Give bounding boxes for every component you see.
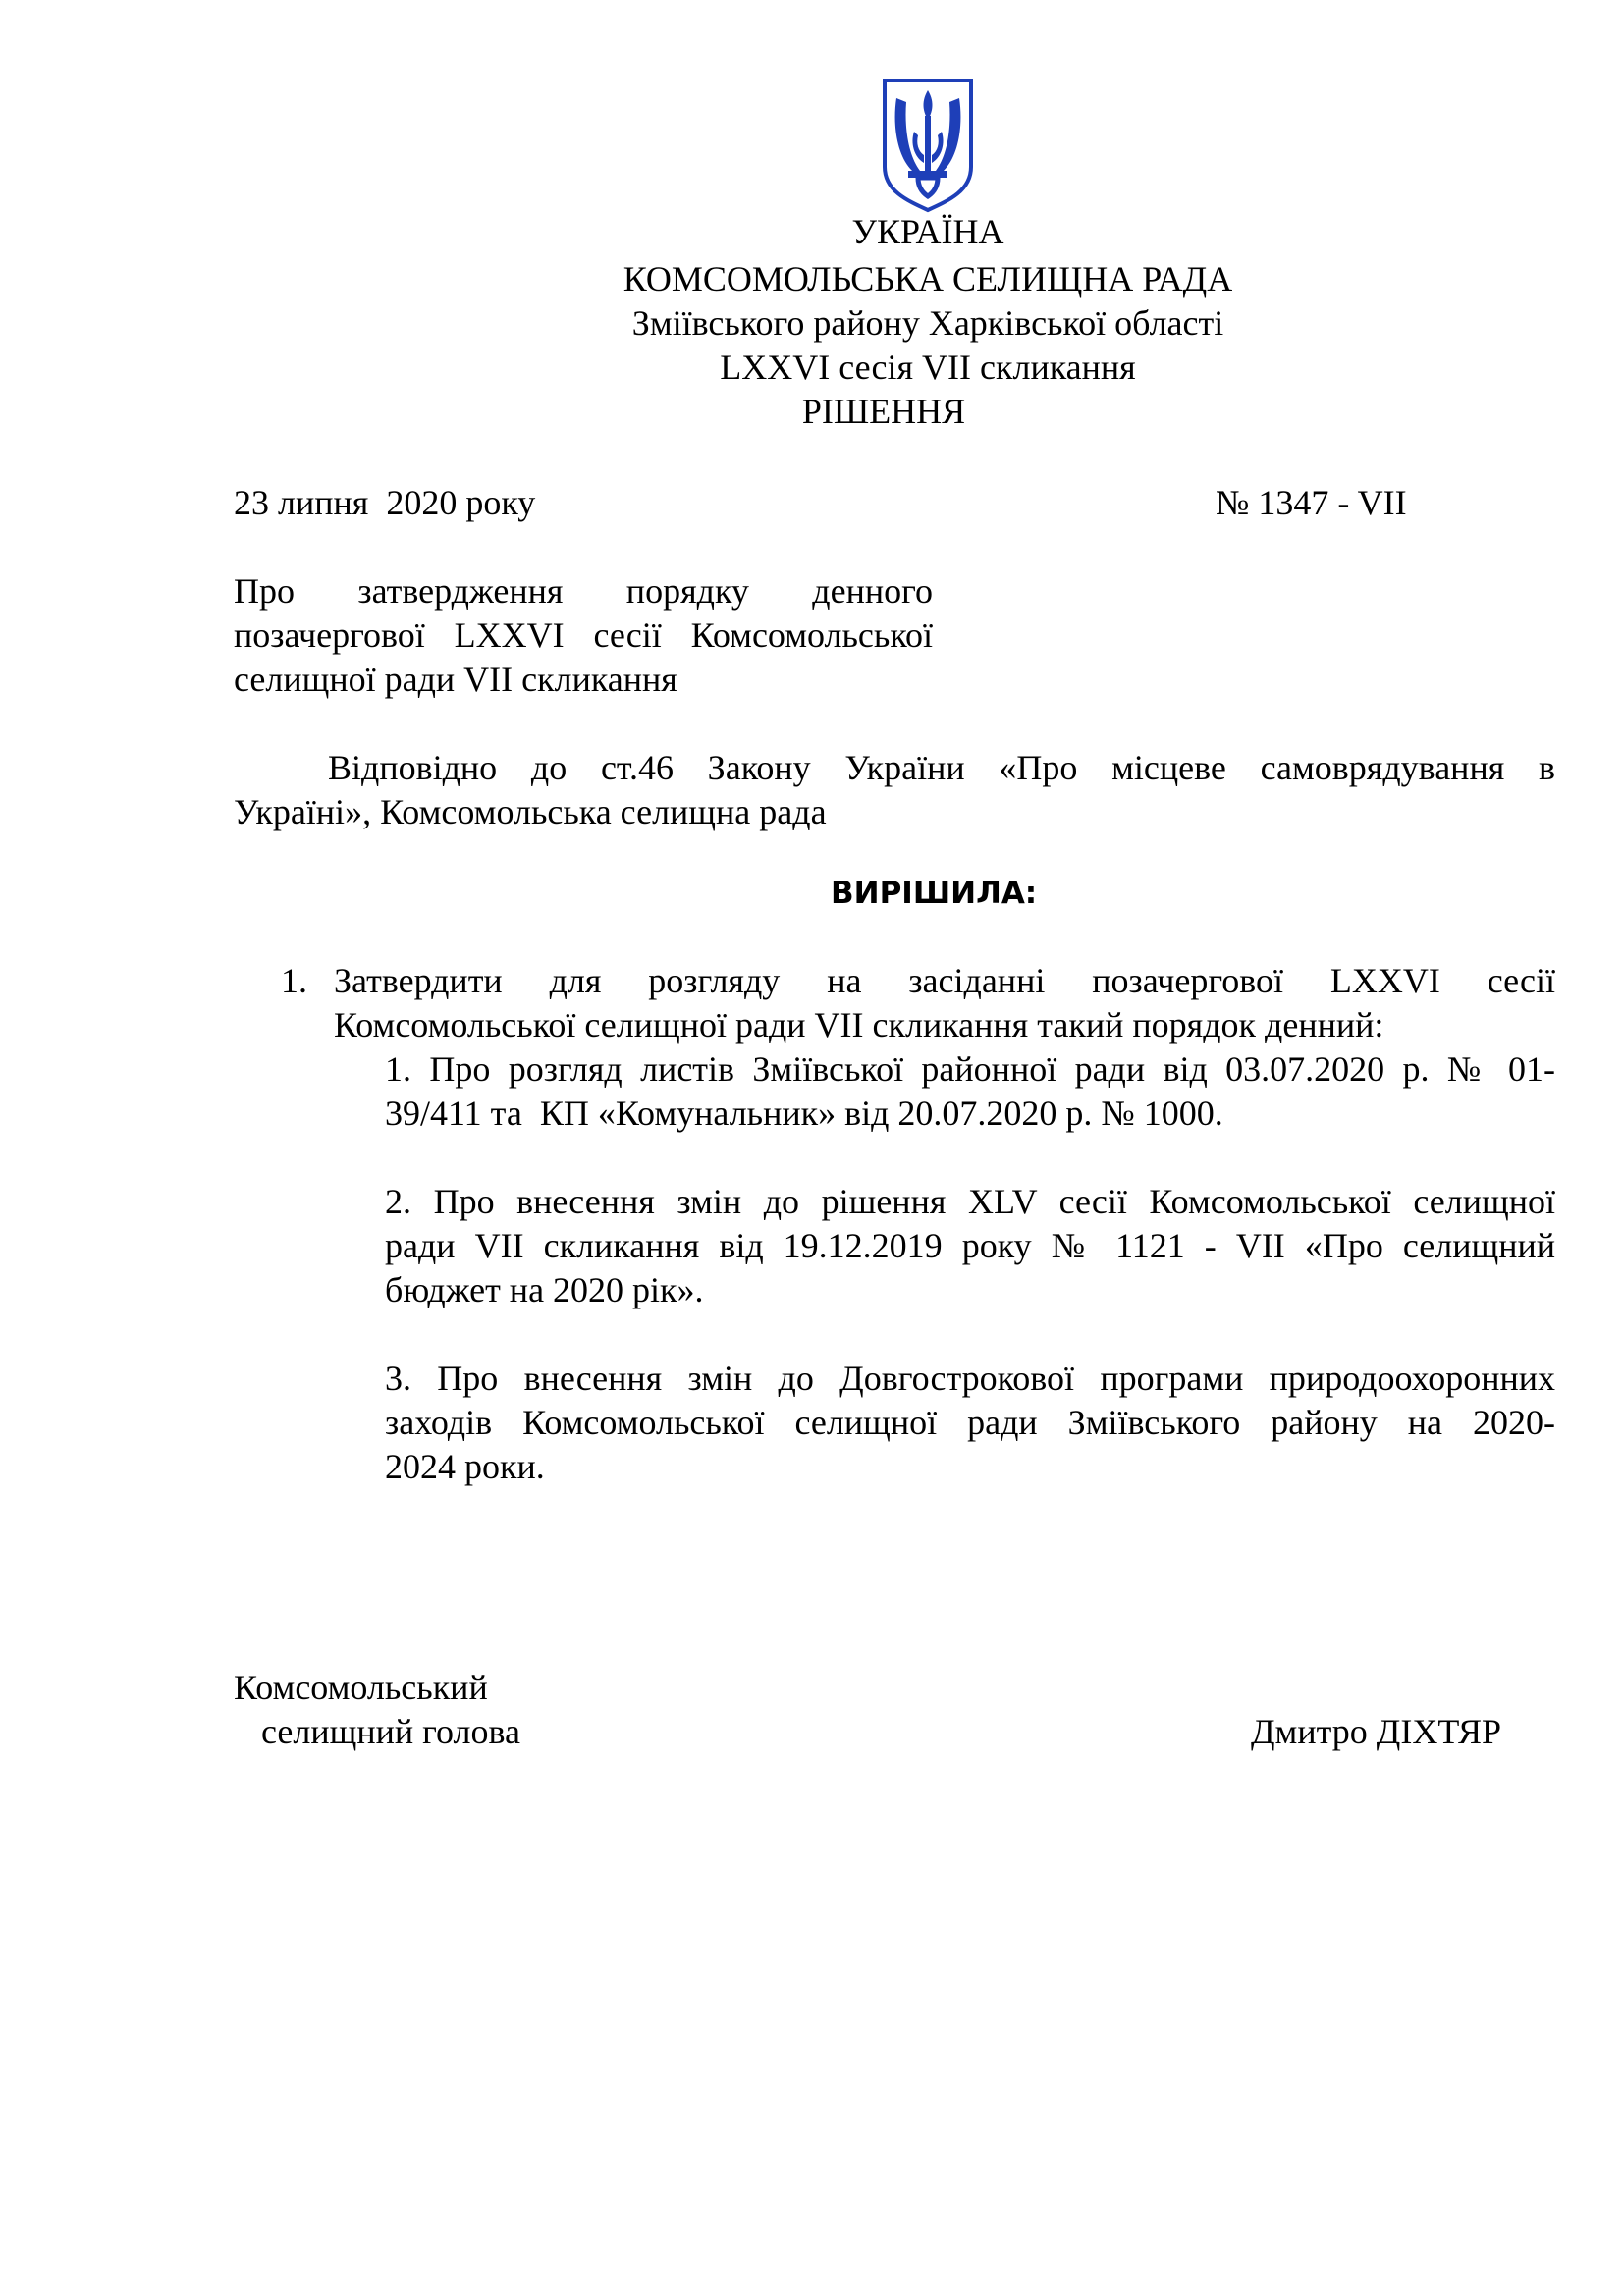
- decision-subject: [234, 569, 933, 702]
- decision-item-number: 1.: [281, 961, 307, 1000]
- document-type-title: РІШЕННЯ: [801, 392, 966, 431]
- decision-line: Комсомольської селищної ради VII скликання такий порядок денний:: [334, 1005, 1384, 1044]
- header-council: КОМСОМОЛЬСЬКА СЕЛИЩНА РАДА: [623, 259, 1233, 298]
- decision-line: Затвердити для розгляду на засіданні позачергової LXXVI сесії: [334, 961, 1555, 1000]
- agenda-line: ради VII скликання від 19.12.2019 року № 1121 - VII «Про селищний: [385, 1226, 1555, 1265]
- agenda-line: 3. Про внесення змін до Довгострокової програми природоохоронних: [385, 1359, 1555, 1398]
- decision-date: 23 липня 2020 року: [234, 483, 536, 522]
- agenda-line: 2. Про внесення змін до рішення XLV сесії Комсомольської селищної: [385, 1182, 1555, 1221]
- decision-number: № 1347 - VII: [1216, 483, 1407, 522]
- header-country: УКРАЇНА: [851, 212, 1004, 251]
- preamble-second-line: Україні», Комсомольська селищна рада: [234, 792, 827, 831]
- header-session: LXXVI сесія VII скликання: [720, 347, 1136, 387]
- signatory-position-line1: Комсомольський: [234, 1668, 488, 1707]
- preamble-first-line: [328, 746, 1555, 790]
- agenda-item-1-continuation: 39/411 та КП «Комунальник» від 20.07.2020 р. № 1000.: [385, 1094, 1223, 1133]
- agenda-line: бюджет на 2020 рік».: [385, 1270, 704, 1309]
- signatory-name: Дмитро ДІХТЯР: [1251, 1712, 1501, 1751]
- subject-line: селищної ради VII скликання: [234, 660, 677, 699]
- coat-of-arms-trident-icon: [878, 77, 978, 214]
- agenda-line: 1. Про розгляд листів Зміївської районної ради від 03.07.2020 р. № 01-: [385, 1049, 1555, 1089]
- agenda-line: заходів Комсомольської селищної ради Зміївського району на 2020-: [385, 1403, 1555, 1442]
- header-district: Зміївського району Харківської області: [631, 303, 1224, 343]
- agenda-item-1: [385, 1047, 1555, 1092]
- agenda-item-2: [385, 1180, 1555, 1312]
- agenda-line: 2024 роки.: [385, 1447, 545, 1486]
- preamble-line: Відповідно до ст.46 Закону України «Про місцеве самоврядування в: [328, 748, 1555, 787]
- decision-item-text: [334, 959, 1555, 1047]
- signatory-position-line2: селищний голова: [261, 1712, 521, 1751]
- agenda-item-3: [385, 1357, 1555, 1489]
- decided-heading: ВИРІШИЛА:: [831, 876, 1038, 911]
- subject-line: позачергової LXXVI сесії Комсомольської: [234, 615, 933, 655]
- subject-line: Про затвердження порядку денного: [234, 571, 933, 611]
